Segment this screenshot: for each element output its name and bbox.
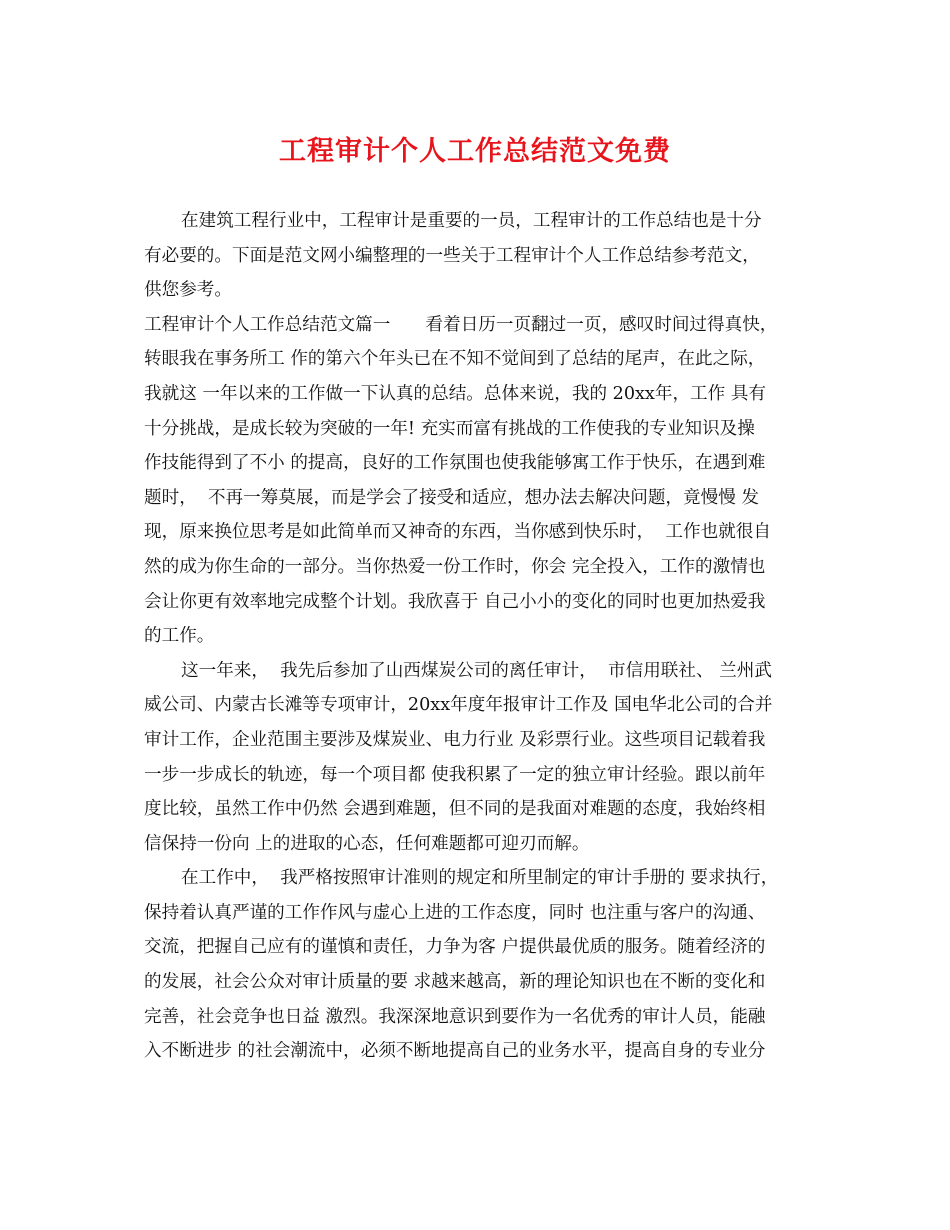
text-line: 作技能得到了不小 的提高，良好的工作氛围也使我能够寓工作于快乐，在遇到难 [144, 453, 766, 474]
text-line: 十分挑战，是成长较为突破的一年! 充实而富有挑战的工作使我的专业知识及操 [144, 418, 755, 439]
text-line: 题时， 不再一筹莫展，而是学会了接受和适应，想办法去解决问题，竟慢慢 发 [144, 487, 759, 508]
text-line: 然的成为你生命的一部分。当你热爱一份工作时，你会 完全投入，工作的激情也 [144, 556, 766, 577]
text-line: 保持着认真严谨的工作作风与虚心上进的工作态度，同时 也注重与客户的沟通、 [144, 902, 766, 923]
text-line: 威公司、内蒙古长滩等专项审计，20xx年度年报审计工作及 国电华北公司的合并 [144, 695, 773, 716]
text-line: 有必要的。下面是范文网小编整理的一些关于工程审计个人工作总结参考范文， [144, 245, 760, 266]
text-line: 一步一步成长的轨迹，每一个项目都 使我积累了一定的独立审计经验。跟以前年 [144, 764, 766, 785]
document-title: 工程审计个人工作总结范文免费 [279, 136, 671, 167]
text-line: 现，原来换位思考是如此简单而又神奇的东西，当你感到快乐时， 工作也就很自 [144, 522, 771, 543]
text-line: 我就这 一年以来的工作做一下认真的总结。总体来说，我的 20xx年，工作 具有 [144, 383, 767, 404]
text-line: 度比较，虽然工作中仍然 会遇到难题，但不同的是我面对难题的态度，我始终相 [144, 799, 766, 820]
text-line: 的发展，社会公众对审计质量的要 求越来越高，新的理论知识也在不断的变化和 [144, 972, 766, 993]
text-line: 交流，把握自己应有的谨慎和责任，力争为客 户提供最优质的服务。随着经济的 [144, 937, 766, 958]
text-line: 在建筑工程行业中，工程审计是重要的一员，工程审计的工作总结也是十分 [181, 211, 762, 231]
text-line: 会让你更有效率地完成整个计划。我欣喜于 自己小小的变化的同时也更加热爱我 [144, 591, 766, 612]
text-line: 信保持一份向 上的进取的心态，任何难题都可迎刃而解。 [144, 833, 590, 854]
document-body [144, 204, 814, 1069]
text-line: 这一年来， 我先后参加了山西煤炭公司的离任审计， 市信用联社、 兰州武 [181, 660, 772, 681]
text-line: 转眼我在事务所工 作的第六个年头已在不知不觉间到了总结的尾声，在此之际， [144, 349, 766, 370]
text-line: 完善，社会竞争也日益 激烈。我深深地意识到要作为一名优秀的审计人员，能融 [144, 1006, 766, 1027]
text-line: 在工作中， 我严格按照审计准则的规定和所里制定的审计手册的 要求执行， [181, 868, 779, 889]
text-line: 入不断进步 的社会潮流中，必须不断地提高自己的业务水平，提高自身的专业分 [144, 1041, 766, 1062]
text-line: 工程审计个人工作总结范文篇一 看着日历一页翻过一页，感叹时间过得真快， [144, 314, 778, 335]
text-line: 供您参考。 [144, 280, 232, 301]
text-line: 审计工作，企业范围主要涉及煤炭业、电力行业 及彩票行业。这些项目记载着我 [144, 729, 766, 750]
text-line: 的工作。 [144, 626, 215, 647]
